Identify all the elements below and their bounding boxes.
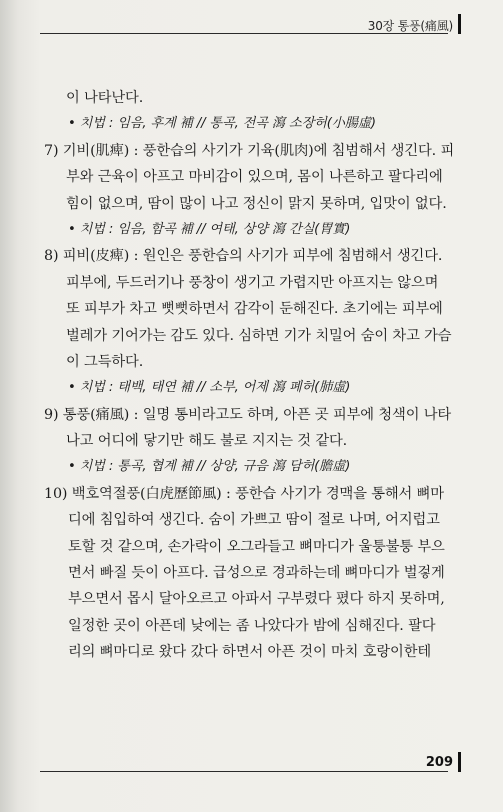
footer-bar xyxy=(458,752,461,772)
treatment-line: • 치법 : 태백, 태연 補 // 소부, 어제 瀉 폐허(肺虛) xyxy=(68,380,351,396)
text-line: 리의 뼈마디로 왔다 갔다 하면서 아픈 것이 마치 호랑이한테 xyxy=(68,644,432,661)
item-heading-line: 7) 기비(肌痺) : 풍한습의 사기가 기육(肌肉)에 침범해서 생긴다. 피 xyxy=(44,142,455,159)
item-heading-line: 10) 백호역절풍(白虎歷節風) : 풍한습 사기가 경맥을 통해서 뼈마 xyxy=(44,485,444,502)
header-rule xyxy=(40,33,448,34)
text-line: 이 그득하다. xyxy=(66,353,144,370)
text-line: 디에 침입하여 생긴다. 숨이 가쁘고 땀이 절로 나며, 어지럽고 xyxy=(68,512,440,529)
text-line: 부와 근육이 아프고 마비감이 있으며, 몸이 나른하고 팔다리에 xyxy=(66,169,443,186)
header-bar xyxy=(458,14,461,34)
text-line: 나고 어디에 닿기만 해도 불로 지지는 것 같다. xyxy=(66,433,348,450)
text-line: 면서 빠질 듯이 아프다. 급성으로 경과하는데 뼈마디가 벌겋게 xyxy=(68,565,445,582)
text-line: 벌레가 기어가는 감도 있다. 심하면 기가 치밀어 숨이 차고 가슴 xyxy=(66,327,452,344)
page-body xyxy=(44,85,459,666)
text-line: 피부에, 두드러기나 풍창이 생기고 가렵지만 아프지는 않으며 xyxy=(66,274,439,291)
item-heading-line: 9) 통풍(痛風) : 일명 통비라고도 하며, 아픈 곳 피부에 청색이 나타 xyxy=(44,406,452,423)
treatment-line: • 치법 : 통곡, 협계 補 // 상양, 규음 瀉 담허(膽虛) xyxy=(68,459,351,475)
text-line: 토할 것 같으며, 손가락이 오그라들고 뼈마디가 울퉁불퉁 부으 xyxy=(68,538,445,555)
text-line: 일정한 곳이 아픈데 낮에는 좀 나았다가 밤에 심해진다. 팔다 xyxy=(68,617,436,634)
text-line: 이 나타난다. xyxy=(66,90,144,106)
running-head: 30장 통풍(痛風) xyxy=(367,19,453,33)
treatment-line: • 치법 : 임음, 후계 補 // 통곡, 전곡 瀉 소장허(小腸虛) xyxy=(68,116,376,132)
page-number: 209 xyxy=(425,755,453,770)
text-line: 부으면서 몹시 달아오르고 아파서 구부렸다 폈다 하지 못하며, xyxy=(68,591,445,608)
text-line: 힘이 없으며, 땀이 많이 나고 정신이 맑지 못하며, 입맛이 없다. xyxy=(66,195,447,212)
treatment-line: • 치법 : 임음, 함곡 補 // 여태, 상양 瀉 간실(胃實) xyxy=(68,221,351,237)
item-heading-line: 8) 피비(皮痺) : 원인은 풍한습의 사기가 피부에 침범해서 생긴다. xyxy=(44,248,443,265)
text-line: 또 피부가 차고 뻣뻣하면서 감각이 둔해진다. 초기에는 피부에 xyxy=(66,301,443,318)
footer-rule xyxy=(40,771,448,772)
